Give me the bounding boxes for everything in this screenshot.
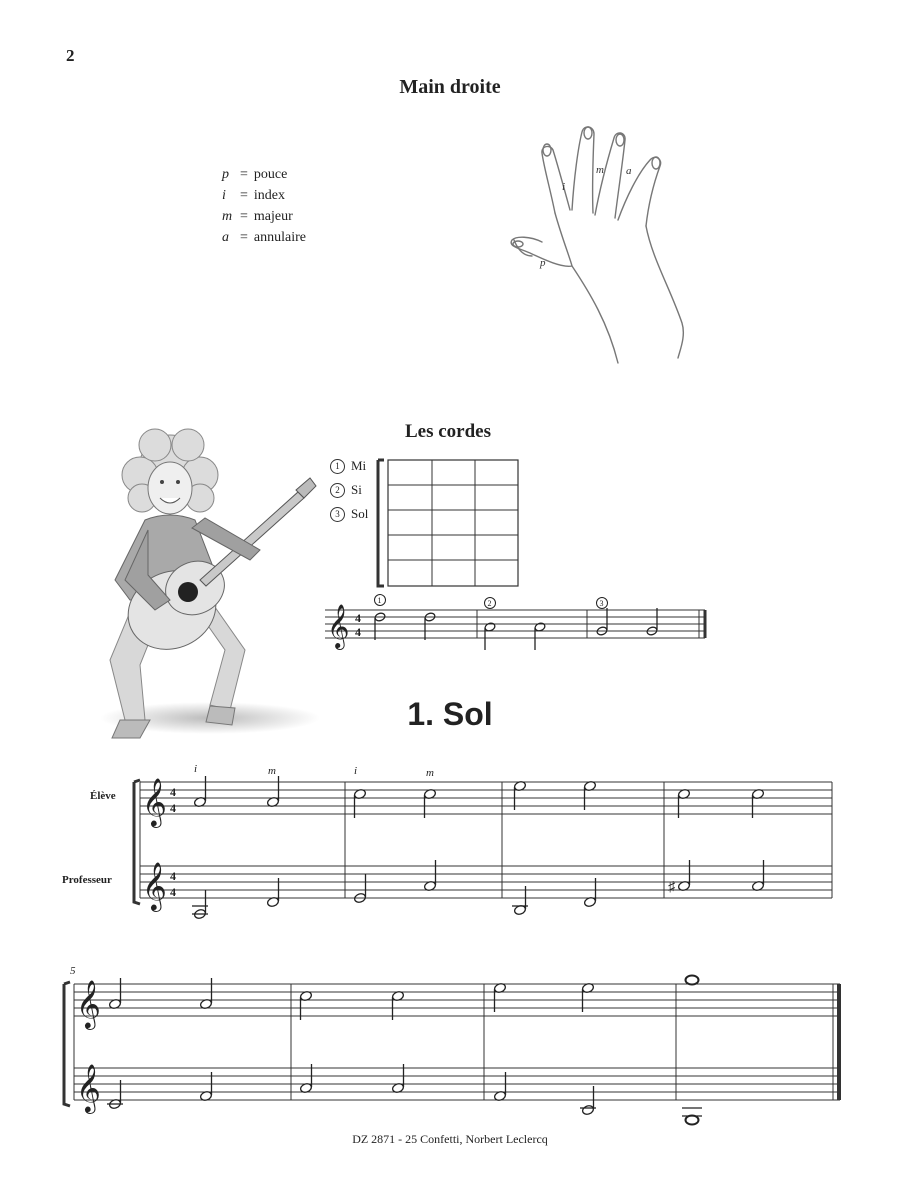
treble-clef-icon: 𝄞 xyxy=(327,606,350,648)
time-sig-top: 4 xyxy=(355,611,361,625)
footer-credit: DZ 2871 - 25 Confetti, Norbert Leclercq xyxy=(352,1132,548,1146)
string-row xyxy=(330,502,368,526)
hand-label-p: p xyxy=(540,257,546,269)
legend-row xyxy=(222,185,306,206)
section-title-right-hand: Main droite xyxy=(399,76,501,98)
time-sig-bottom: 4 xyxy=(355,625,361,639)
fingering-label: i xyxy=(354,765,358,777)
string-number: 2 xyxy=(330,483,345,498)
string-row xyxy=(330,478,368,502)
string-name: Mi xyxy=(351,458,367,473)
legend-row xyxy=(222,227,306,248)
svg-text:4: 4 xyxy=(170,885,176,899)
fingering-label: i xyxy=(194,763,198,775)
section-title-strings: Les cordes xyxy=(404,421,491,442)
legend-label: pouce xyxy=(253,167,288,182)
part-label-teacher: Professeur xyxy=(62,874,112,886)
legend-eq: = xyxy=(240,209,248,224)
string-number: 3 xyxy=(330,507,345,522)
legend-key: m xyxy=(222,209,233,224)
hand-label-a: a xyxy=(626,165,632,177)
legend-row xyxy=(222,164,306,185)
string-marker: 3 xyxy=(599,599,604,608)
legend-eq: = xyxy=(240,230,248,245)
svg-text:4: 4 xyxy=(170,801,176,815)
hand-label-i: i xyxy=(562,181,566,193)
svg-text:4: 4 xyxy=(170,869,176,883)
piece-title: 1. Sol xyxy=(407,696,493,732)
legend-label: index xyxy=(253,188,286,203)
string-name: Si xyxy=(351,482,362,497)
measure-number: 5 xyxy=(70,965,76,977)
legend-row xyxy=(222,206,306,227)
svg-text:4: 4 xyxy=(170,785,176,799)
string-number: 1 xyxy=(330,459,345,474)
finger-legend xyxy=(222,164,306,248)
legend-label: annulaire xyxy=(253,230,306,245)
right-hand-illustration xyxy=(500,118,700,368)
legend-label: majeur xyxy=(253,209,293,224)
string-list xyxy=(330,454,368,526)
string-row xyxy=(330,454,368,478)
legend-eq: = xyxy=(240,167,248,182)
legend-key: a xyxy=(222,230,229,245)
hand-label-m: m xyxy=(596,164,604,176)
treble-clef-icon: 𝄞 xyxy=(76,1066,101,1112)
score-system-1 xyxy=(130,760,840,920)
legend-key: p xyxy=(222,167,229,182)
fingering-label: m xyxy=(268,765,276,777)
legend-key: i xyxy=(222,188,226,203)
string-marker: 1 xyxy=(377,596,382,605)
score-system-2 xyxy=(60,960,850,1130)
treble-clef-icon: 𝄞 xyxy=(142,864,167,910)
treble-clef-icon: 𝄞 xyxy=(76,982,101,1028)
part-label-student: Élève xyxy=(90,790,116,802)
fretboard-diagram xyxy=(370,458,522,590)
string-marker: 2 xyxy=(487,599,492,608)
open-strings-staff xyxy=(325,592,715,654)
fingering-label: m xyxy=(426,767,434,779)
sharp-icon: ♯ xyxy=(668,880,675,895)
page-number: 2 xyxy=(66,46,75,65)
string-name: Sol xyxy=(351,506,369,521)
legend-eq: = xyxy=(240,188,248,203)
treble-clef-icon: 𝄞 xyxy=(142,780,167,826)
